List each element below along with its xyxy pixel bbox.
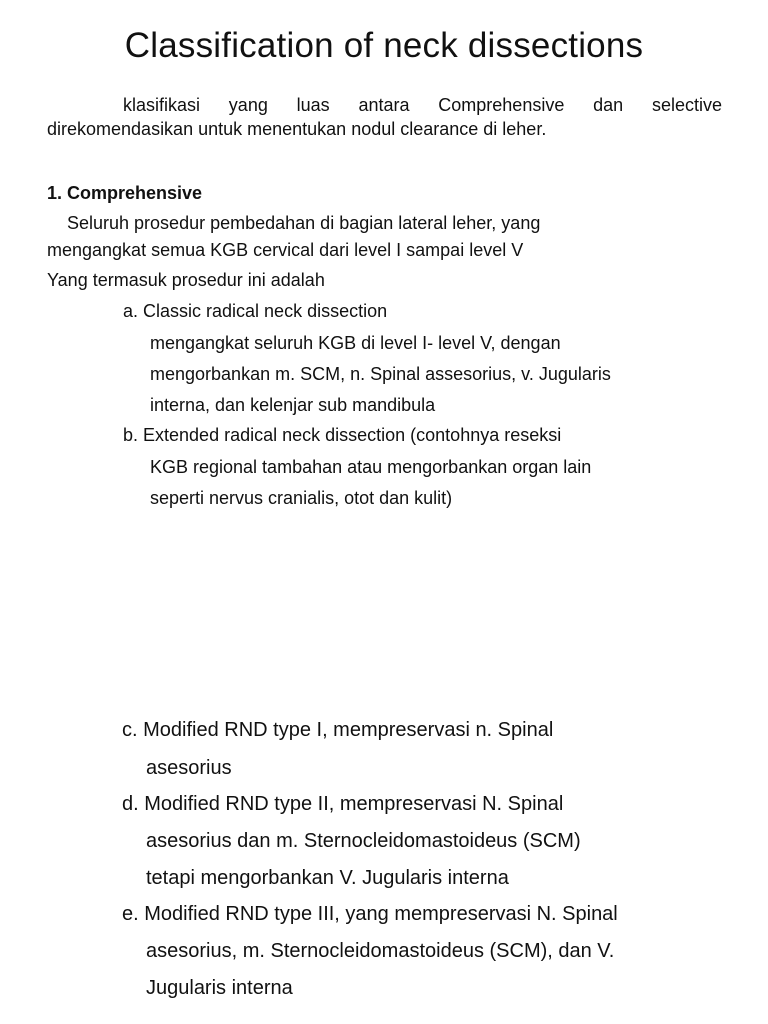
list-item-a-title: a. Classic radical neck dissection: [123, 301, 388, 321]
section-desc-line-2: mengangkat semua KGB cervical dari level I sampai level V: [47, 240, 524, 260]
list-item-a-line: interna, dan kelenjar sub mandibula: [150, 395, 436, 415]
list-item-d-line: asesorius dan m. Sternocleidomastoideus (SCM): [146, 830, 581, 852]
list-item-c-title: c. Modified RND type I, mempreservasi n. Spinal: [122, 719, 554, 741]
list-item-b-title: b. Extended radical neck dissection (contohnya reseksi: [123, 425, 562, 445]
list-item-a-line: mengangkat seluruh KGB di level I- level V, dengan: [150, 333, 561, 353]
list-item-d-title: d. Modified RND type II, mempreservasi N. Spinal: [122, 793, 564, 815]
list-item-e-line: asesorius, m. Sternocleidomastoideus (SCM), dan V.: [146, 940, 615, 962]
list-item-b-line: KGB regional tambahan atau mengorbankan organ lain: [150, 457, 592, 477]
list-item-a-line: mengorbankan m. SCM, n. Spinal assesorius, v. Jugularis: [150, 364, 611, 384]
list-item-c-line: asesorius: [146, 757, 232, 779]
list-item-d-line: tetapi mengorbankan V. Jugularis interna: [146, 867, 509, 889]
intro-line-2: direkomendasikan untuk menentukan nodul clearance di leher.: [47, 119, 547, 139]
section-lead-text: Yang termasuk prosedur ini adalah: [47, 270, 325, 290]
list-item-e-title: e. Modified RND type III, yang mempreservasi N. Spinal: [122, 903, 618, 925]
section-desc-line-1: Seluruh prosedur pembedahan di bagian lateral leher, yang: [67, 213, 541, 233]
intro-line-1: klasifikasi yang luas antara Comprehensive dan selective: [123, 95, 722, 115]
section-heading-comprehensive: 1. Comprehensive: [47, 183, 203, 203]
list-item-b-line: seperti nervus cranialis, otot dan kulit): [150, 488, 453, 508]
page-title: Classification of neck dissections: [124, 26, 644, 65]
intro-paragraph: [47, 93, 722, 141]
list-item-e-line: Jugularis interna: [146, 977, 293, 999]
